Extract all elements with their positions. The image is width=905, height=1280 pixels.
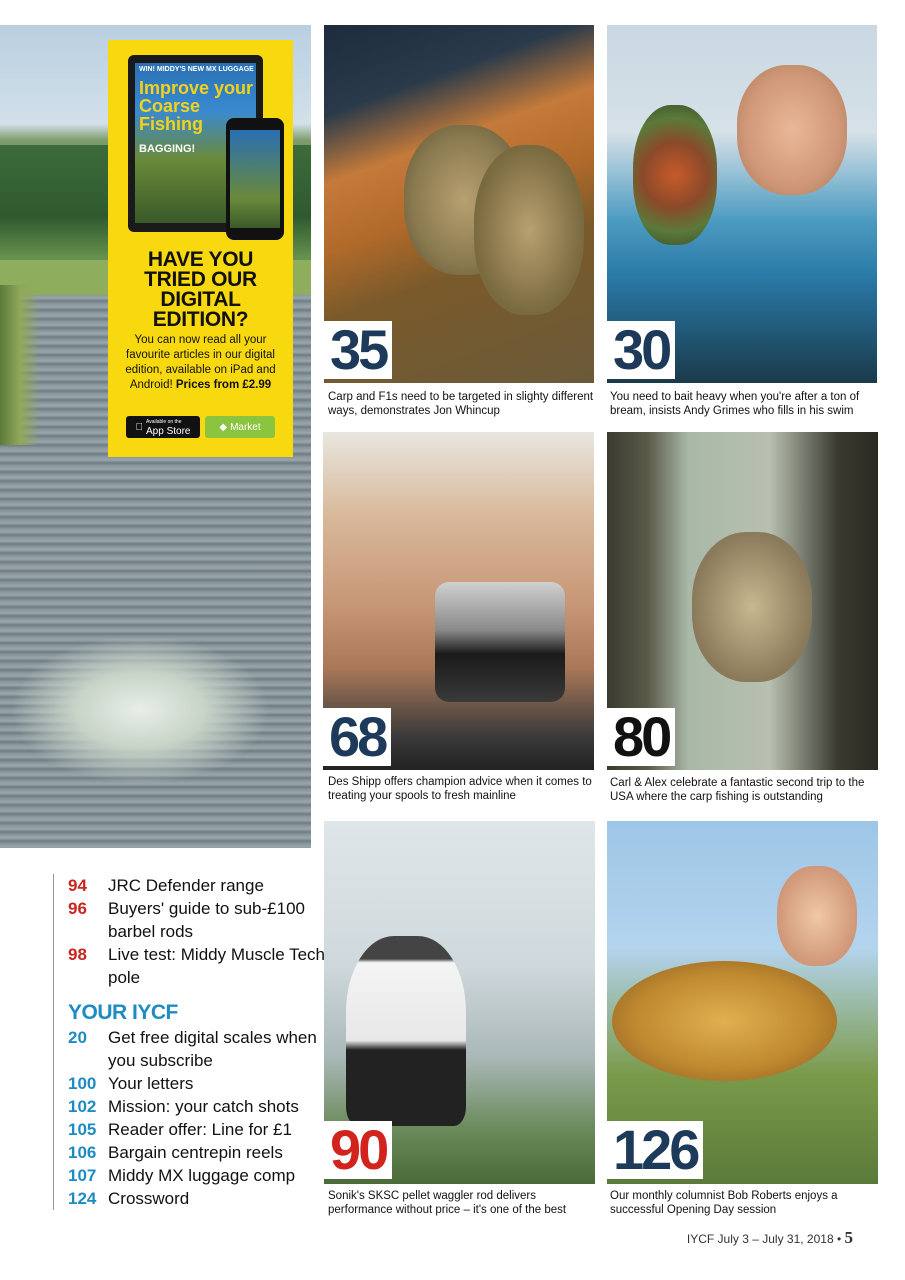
page-number-35: 35 bbox=[324, 321, 392, 379]
page-number-90: 90 bbox=[324, 1121, 392, 1179]
cover-badge: WIN! MIDDY'S NEW MX LUGGAGE bbox=[139, 66, 254, 73]
app-store-small-label: Available on the bbox=[142, 419, 178, 425]
list-item[interactable]: 106 Bargain centrepin reels bbox=[68, 1143, 283, 1162]
your-iycf-heading: YOUR IYCF bbox=[68, 1001, 178, 1024]
bob-roberts-face-image bbox=[777, 866, 857, 966]
angler-image bbox=[346, 936, 466, 1126]
big-carp-image bbox=[692, 532, 812, 682]
list-item[interactable]: 98 Live test: Middy Muscle Tech pole bbox=[68, 945, 325, 987]
app-store-label: App Store bbox=[142, 426, 187, 437]
list-item[interactable]: 107 Middy MX luggage comp bbox=[68, 1166, 296, 1185]
list-item[interactable]: 94 JRC Defender range bbox=[68, 876, 264, 895]
list-item[interactable]: 20 Get free digital scales when you subscribe bbox=[68, 1028, 317, 1070]
apple-icon bbox=[136, 422, 144, 433]
list-item[interactable]: 100 Your letters bbox=[68, 1074, 194, 1093]
page-number-80: 80 bbox=[607, 708, 675, 766]
promo-heading: HAVE YOU TRIED OUR DIGITAL EDITION? bbox=[144, 248, 257, 331]
caption-90: Sonik's SKSC pellet waggler rod delivers performance without price – it's one of the best bbox=[328, 1190, 567, 1216]
phone-device-image bbox=[226, 118, 284, 240]
caption-80: Carl & Alex celebrate a fantastic second trip to the USA where the carp fishing is outstanding bbox=[610, 777, 865, 803]
app-store-badge[interactable] bbox=[126, 416, 200, 438]
digital-edition-promo[interactable] bbox=[108, 40, 293, 457]
issue-dates: IYCF July 3 – July 31, 2018 • bbox=[686, 1232, 842, 1246]
feature-photo-80[interactable] bbox=[607, 432, 878, 770]
caption-35: Carp and F1s need to be targeted in slighty different ways, demonstrates Jon Whincup bbox=[328, 391, 594, 417]
page-number-68: 68 bbox=[323, 708, 391, 766]
feature-photo-30[interactable] bbox=[607, 25, 877, 383]
page-number-30: 30 bbox=[607, 321, 675, 379]
feature-photo-68[interactable] bbox=[323, 432, 594, 770]
feature-photo-90[interactable] bbox=[324, 821, 595, 1184]
reel-spool-image bbox=[435, 582, 565, 702]
f1-fish-image bbox=[474, 145, 584, 315]
list-item[interactable]: 102 Mission: your catch shots bbox=[68, 1097, 299, 1116]
list-item[interactable]: 96 Buyers' guide to sub-£100 barbel rods bbox=[68, 899, 305, 941]
android-market-badge[interactable] bbox=[205, 416, 275, 438]
list-item[interactable]: 124 Crossword bbox=[68, 1189, 190, 1208]
caption-68: Des Shipp offers champion advice when it comes to treating your spools to fresh mainline bbox=[328, 776, 592, 802]
android-icon: ◆ bbox=[219, 421, 228, 433]
cover-headline: BAGGING! bbox=[139, 143, 196, 155]
page-number: 5 bbox=[844, 1228, 853, 1247]
crucian-carp-image bbox=[612, 961, 837, 1081]
promo-price: Prices from £2.99 bbox=[175, 379, 272, 391]
android-market-label: Market bbox=[230, 421, 261, 433]
caption-126: Our monthly columnist Bob Roberts enjoys a successful Opening Day session bbox=[610, 1190, 838, 1216]
feature-photo-35[interactable] bbox=[324, 25, 594, 383]
page-footer bbox=[687, 1228, 853, 1248]
cover-title: Improve your Coarse Fishing bbox=[139, 78, 254, 134]
promo-body: You can now read all your favourite articles in our digital edition, available on iPad and Android! Prices from £2.99 bbox=[125, 334, 276, 391]
page-number-126: 126 bbox=[607, 1121, 703, 1179]
fish-splash bbox=[10, 635, 270, 785]
list-item[interactable]: 105 Reader offer: Line for £1 bbox=[68, 1120, 292, 1139]
contents-list bbox=[53, 874, 328, 1210]
phone-magazine-cover bbox=[230, 130, 280, 228]
feature-photo-126[interactable] bbox=[607, 821, 878, 1184]
caption-30: You need to bait heavy when you're after a ton of bream, insists Andy Grimes who fills in his swim bbox=[610, 391, 860, 417]
reeds bbox=[0, 285, 40, 445]
method-feeder-image bbox=[633, 105, 717, 245]
angler-face-image bbox=[737, 65, 847, 195]
